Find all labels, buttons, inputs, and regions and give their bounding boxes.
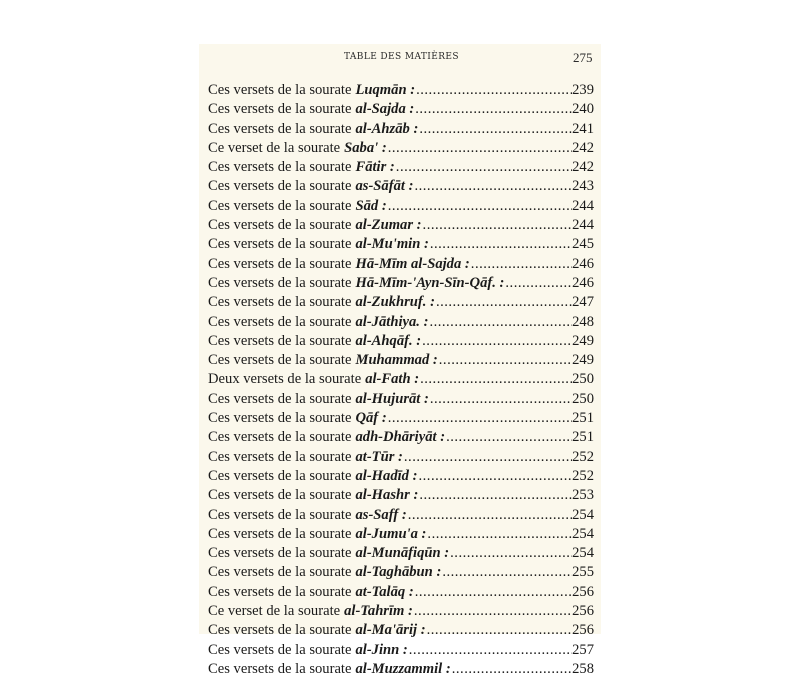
- toc-entry-sura: al-Zukhruf. :: [355, 294, 435, 311]
- toc-entry-prefix: Ces versets de la sourate: [208, 217, 352, 234]
- dot-leader: [415, 101, 572, 118]
- dot-leader: [414, 603, 572, 620]
- toc-entry-page: 254: [572, 525, 594, 542]
- toc-entry-sura: al-Ahqāf. :: [355, 332, 422, 349]
- toc-entry-sura: al-Ahzāb :: [355, 120, 419, 137]
- toc-entry-page: 255: [572, 564, 594, 581]
- toc-entry-prefix: Ces versets de la sourate: [208, 429, 352, 446]
- toc-entry-sura: Hā-Mīm al-Sajda :: [355, 255, 470, 272]
- table-of-contents: [208, 82, 594, 680]
- toc-entry: [208, 159, 594, 178]
- running-head: TABLE DES MATIÈRES: [344, 52, 459, 62]
- dot-leader: [446, 429, 572, 446]
- toc-entry: [208, 178, 594, 197]
- toc-entry-prefix: Ces versets de la sourate: [208, 622, 352, 639]
- dot-leader: [404, 449, 572, 466]
- toc-entry-page: 242: [572, 139, 594, 156]
- toc-entry-sura: al-Jinn :: [355, 641, 408, 658]
- toc-entry: [208, 410, 594, 429]
- toc-entry-prefix: Ces versets de la sourate: [208, 178, 352, 195]
- dot-leader: [414, 178, 572, 195]
- toc-entry: [208, 526, 594, 545]
- toc-entry-page: 244: [572, 197, 594, 214]
- toc-entry: [208, 82, 594, 101]
- toc-entry: [208, 429, 594, 448]
- toc-entry-page: 247: [572, 294, 594, 311]
- toc-entry-sura: Qāf :: [355, 410, 387, 427]
- toc-entry-page: 242: [572, 159, 594, 176]
- toc-entry-prefix: Ces versets de la sourate: [208, 448, 352, 465]
- toc-entry-page: 249: [572, 352, 594, 369]
- toc-entry-sura: Muhammad :: [355, 352, 438, 369]
- toc-entry-prefix: Ce verset de la sourate: [208, 603, 341, 620]
- book-page: [199, 44, 601, 677]
- dot-leader: [388, 140, 572, 157]
- toc-entry: [208, 564, 594, 583]
- toc-entry-sura: adh-Dhāriyāt :: [355, 429, 446, 446]
- toc-entry-sura: as-Saff :: [355, 506, 407, 523]
- toc-entry-sura: al-Munāfiqūn :: [355, 545, 450, 562]
- toc-entry: [208, 121, 594, 140]
- toc-entry-sura: al-Mu'min :: [355, 236, 429, 253]
- toc-entry-page: 256: [572, 583, 594, 600]
- toc-entry: [208, 236, 594, 255]
- toc-entry: [208, 217, 594, 236]
- toc-entry-sura: al-Sajda :: [355, 101, 415, 118]
- toc-entry-page: 252: [572, 448, 594, 465]
- toc-entry: [208, 294, 594, 313]
- toc-entry: [208, 584, 594, 603]
- toc-entry-prefix: Ces versets de la sourate: [208, 583, 352, 600]
- toc-entry-page: 250: [572, 371, 594, 388]
- toc-entry-prefix: Ce verset de la sourate: [208, 139, 341, 156]
- toc-entry-sura: al-Ma'ārij :: [355, 622, 426, 639]
- toc-entry-prefix: Ces versets de la sourate: [208, 197, 352, 214]
- toc-entry-sura: al-Hadīd :: [355, 467, 418, 484]
- dot-leader: [388, 198, 572, 215]
- toc-entry-sura: al-Hashr :: [355, 487, 419, 504]
- toc-entry-sura: al-Hujurāt :: [355, 390, 429, 407]
- dot-leader: [442, 564, 572, 581]
- toc-entry-prefix: Ces versets de la sourate: [208, 506, 352, 523]
- toc-entry-page: 250: [572, 390, 594, 407]
- toc-entry-page: 252: [572, 467, 594, 484]
- toc-entry-page: 249: [572, 332, 594, 349]
- toc-entry: [208, 487, 594, 506]
- toc-entry-page: 245: [572, 236, 594, 253]
- dot-leader: [505, 275, 572, 292]
- toc-entry-page: 240: [572, 101, 594, 118]
- toc-entry-sura: Hā-Mīm-'Ayn-Sīn-Qāf. :: [355, 274, 505, 291]
- toc-entry-sura: al-Taghābun :: [355, 564, 442, 581]
- toc-entry-prefix: Ces versets de la sourate: [208, 545, 352, 562]
- toc-entry: [208, 603, 594, 622]
- toc-entry: [208, 275, 594, 294]
- toc-entry-prefix: Ces versets de la sourate: [208, 82, 352, 98]
- toc-entry-page: 253: [572, 487, 594, 504]
- toc-entry-prefix: Ces versets de la sourate: [208, 294, 352, 311]
- toc-entry-prefix: Ces versets de la sourate: [208, 352, 352, 369]
- toc-entry-page: 256: [572, 603, 594, 620]
- dot-leader: [419, 468, 573, 485]
- toc-entry-prefix: Ces versets de la sourate: [208, 332, 352, 349]
- toc-entry: [208, 468, 594, 487]
- dot-leader: [439, 352, 572, 369]
- toc-entry-prefix: Ces versets de la sourate: [208, 101, 352, 118]
- toc-entry: [208, 449, 594, 468]
- toc-entry-sura: al-Jumu'a :: [355, 525, 427, 542]
- toc-entry-page: 248: [572, 313, 594, 330]
- toc-entry-page: 239: [572, 82, 594, 98]
- toc-entry-prefix: Ces versets de la sourate: [208, 487, 352, 504]
- toc-entry-page: 258: [572, 660, 594, 677]
- toc-entry-page: 246: [572, 274, 594, 291]
- toc-entry-prefix: Ces versets de la sourate: [208, 660, 352, 677]
- toc-entry-page: 254: [572, 506, 594, 523]
- toc-entry: [208, 333, 594, 352]
- toc-entry-page: 254: [572, 545, 594, 562]
- toc-entry-sura: as-Sāfāt :: [355, 178, 414, 195]
- dot-leader: [452, 661, 572, 678]
- dot-leader: [430, 391, 572, 408]
- toc-entry-sura: al-Tahrīm :: [344, 603, 413, 620]
- toc-entry: [208, 352, 594, 371]
- dot-leader: [430, 236, 572, 253]
- toc-entry-sura: Luqmān :: [355, 82, 416, 98]
- toc-entry-prefix: Ces versets de la sourate: [208, 467, 352, 484]
- dot-leader: [423, 217, 573, 234]
- toc-entry-page: 257: [572, 641, 594, 658]
- dot-leader: [427, 622, 573, 639]
- toc-entry: [208, 661, 594, 680]
- toc-entry-sura: at-Talāq :: [355, 583, 414, 600]
- toc-entry-prefix: Ces versets de la sourate: [208, 120, 352, 137]
- toc-entry-sura: Sād :: [355, 197, 387, 214]
- dot-leader: [419, 487, 572, 504]
- toc-entry-sura: al-Fath :: [365, 371, 420, 388]
- dot-leader: [471, 256, 572, 273]
- dot-leader: [388, 410, 572, 427]
- toc-entry-page: 244: [572, 217, 594, 234]
- toc-entry: [208, 314, 594, 333]
- toc-entry-sura: Saba' :: [344, 139, 387, 156]
- toc-entry-sura: al-Zumar :: [355, 217, 422, 234]
- dot-leader: [427, 526, 572, 543]
- toc-entry-prefix: Ces versets de la sourate: [208, 410, 352, 427]
- toc-entry-page: 246: [572, 255, 594, 272]
- toc-entry: [208, 391, 594, 410]
- toc-entry-sura: al-Muzzammil :: [355, 660, 451, 677]
- toc-entry-sura: Fātir :: [355, 159, 395, 176]
- toc-entry-prefix: Deux versets de la sourate: [208, 371, 362, 388]
- toc-entry: [208, 545, 594, 564]
- dot-leader: [408, 507, 572, 524]
- dot-leader: [416, 82, 572, 99]
- toc-entry: [208, 642, 594, 661]
- toc-entry-page: 241: [572, 120, 594, 137]
- toc-entry-page: 251: [572, 429, 594, 446]
- toc-entry: [208, 256, 594, 275]
- toc-entry: [208, 101, 594, 120]
- toc-entry-sura: at-Tūr :: [355, 448, 403, 465]
- dot-leader: [422, 333, 572, 350]
- toc-entry: [208, 622, 594, 641]
- toc-entry-prefix: Ces versets de la sourate: [208, 274, 352, 291]
- toc-entry-page: 256: [572, 622, 594, 639]
- toc-entry-prefix: Ces versets de la sourate: [208, 159, 352, 176]
- toc-entry: [208, 198, 594, 217]
- toc-entry-page: 251: [572, 410, 594, 427]
- dot-leader: [436, 294, 572, 311]
- dot-leader: [429, 314, 572, 331]
- toc-entry-sura: al-Jāthiya. :: [355, 313, 429, 330]
- dot-leader: [409, 642, 572, 659]
- toc-entry: [208, 140, 594, 159]
- toc-entry-prefix: Ces versets de la sourate: [208, 390, 352, 407]
- dot-leader: [420, 371, 572, 388]
- toc-entry-page: 243: [572, 178, 594, 195]
- toc-entry-prefix: Ces versets de la sourate: [208, 641, 352, 658]
- dot-leader: [450, 545, 572, 562]
- dot-leader: [419, 121, 572, 138]
- toc-entry-prefix: Ces versets de la sourate: [208, 255, 352, 272]
- toc-entry-prefix: Ces versets de la sourate: [208, 564, 352, 581]
- toc-entry-prefix: Ces versets de la sourate: [208, 313, 352, 330]
- toc-entry: [208, 507, 594, 526]
- page-number: 275: [573, 50, 593, 65]
- toc-entry-prefix: Ces versets de la sourate: [208, 525, 352, 542]
- toc-entry: [208, 371, 594, 390]
- dot-leader: [396, 159, 572, 176]
- toc-entry-prefix: Ces versets de la sourate: [208, 236, 352, 253]
- dot-leader: [415, 584, 572, 601]
